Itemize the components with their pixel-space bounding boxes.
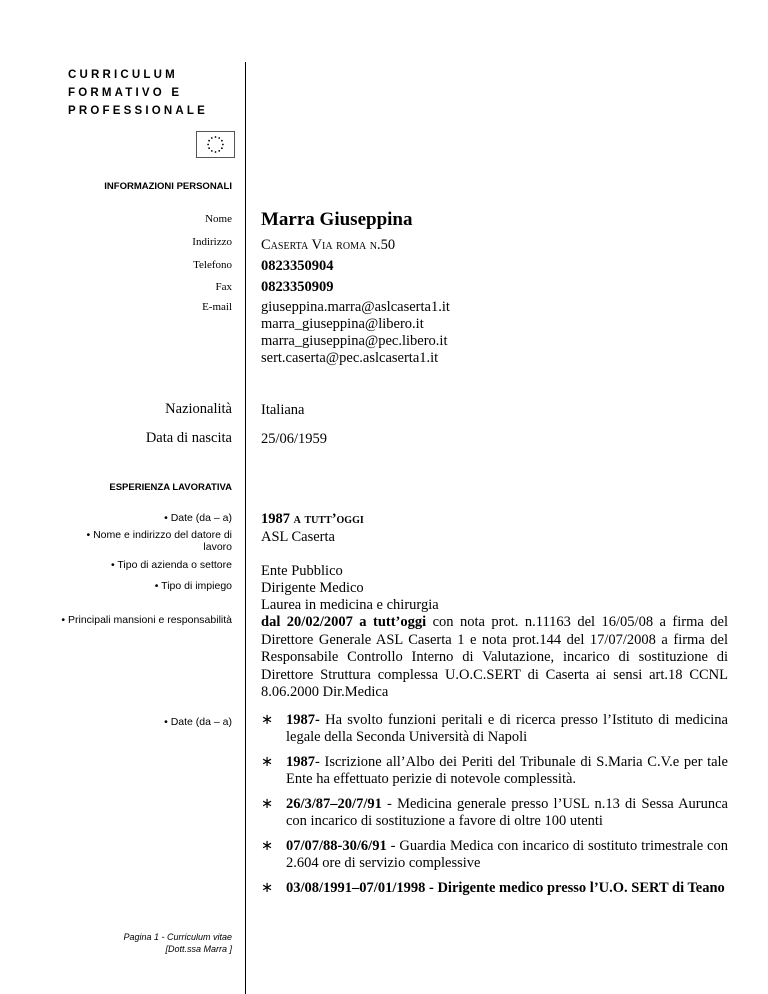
label-nome: Nome [205,213,232,225]
email-list [261,299,450,367]
list-item-date: 07/07/88-30/6/91 [286,838,387,854]
value-nazionalita: Italiana [261,402,305,418]
label-indirizzo: Indirizzo [192,236,232,248]
value-tipo-impiego-line: Dirigente Medico [261,580,364,596]
value-tipo-azienda: Ente Pubblico [261,563,343,579]
footer-line: Pagina 1 - Curriculum vitae [123,932,232,942]
list-item [261,838,728,872]
list-item [261,880,728,897]
column-divider [245,62,246,994]
email-address[interactable]: giuseppina.marra@aslcaserta1.it [261,299,450,315]
value-mansioni-date: dal 20/02/2007 a tutt’oggi [261,614,427,630]
value-fax: 0823350909 [261,279,334,295]
bullet-star-icon: ∗ [261,838,274,854]
value-telefono: 0823350904 [261,258,334,274]
cv-title [68,66,208,120]
label-fax: Fax [215,281,232,293]
list-item-date: 1987 [286,754,315,770]
label-telefono: Telefono [193,259,232,271]
label-datore-line: • Nome e indirizzo del datore di [86,529,232,541]
list-item [261,754,728,788]
value-nome: Marra Giuseppina [261,209,413,230]
value-tipo-impiego-line: Laurea in medicina e chirurgia [261,597,439,613]
list-item-date: 1987- [286,712,320,728]
value-datore: ASL Caserta [261,529,335,545]
list-item-date: 03/08/1991–07/01/1998 - Dirigente medico presso l’U.O. SERT di Teano [286,880,725,896]
bullet-star-icon: ∗ [261,796,274,812]
experience-bullet-list [261,712,728,905]
label-email: E-mail [202,301,232,313]
list-item-text: - Medicina generale presso l’USL n.13 di Sessa Aurunca con incarico di sostituzione a favore di oltre 100 utenti [286,796,728,829]
label-mansioni: • Principali mansioni e responsabilità [61,614,232,626]
section-title-experience: ESPERIENZA LAVORATIVA [109,482,232,493]
value-mansioni [261,614,728,702]
section-title-personal: INFORMAZIONI PERSONALI [104,181,232,192]
value-date [261,511,364,528]
list-item [261,796,728,830]
value-date-year: 1987 [261,511,290,527]
footer-line: [Dott.ssa Marra ] [165,944,232,954]
label-data-nascita: Data di nascita [145,430,232,446]
bullet-star-icon: ∗ [261,880,274,896]
label-tipo-azienda: • Tipo di azienda o settore [110,559,232,571]
eu-flag-icon [196,131,235,158]
list-item-text: - Iscrizione all’Albo dei Periti del Tribunale di S.Maria C.V.e per tale Ente ha effettuato perizie di notevole complessità. [286,754,728,787]
label-datore-line: lavoro [203,541,232,553]
label-date-2: • Date (da – a) [164,716,232,728]
email-address[interactable]: marra_giuseppina@pec.libero.it [261,333,448,349]
bullet-star-icon: ∗ [261,754,274,770]
label-datore [87,529,233,553]
value-date-rest: a tutt’oggi [293,511,364,527]
list-item-text: Ha svolto funzioni peritali e di ricerca presso l’Istituto di medicina legale della Seconda Università di Napoli [286,712,728,745]
list-item-text: - Guardia Medica con incarico di sostituto trimestrale con 2.604 ore di servizio complessive [286,838,728,871]
value-tipo-impiego [261,580,439,614]
value-data-nascita: 25/06/1959 [261,431,328,447]
page-footer [123,931,232,955]
label-tipo-impiego: • Tipo di impiego [154,580,232,592]
email-address[interactable]: marra_giuseppina@libero.it [261,316,424,332]
cv-title-line: FORMATIVO E [68,87,183,99]
cv-title-line: PROFESSIONALE [68,105,209,117]
label-date: • Date (da – a) [164,512,232,524]
list-item [261,712,728,746]
email-address[interactable]: sert.caserta@pec.aslcaserta1.it [261,350,439,366]
list-item-date: 26/3/87–20/7/91 [286,796,382,812]
value-mansioni-text: con nota prot. n.11163 del 16/05/08 a firma del Direttore Generale ASL Caserta 1 e nota prot.144 del 17/07/2008 a firma del Responsabile Controllo Interno di Valutazione, incarico di sostituzione di Direttore Struttura complessa U.O.C.SERT di Caserta ai sensi art.18 CCNL 8.06.2000 Dir.Medica [261,614,728,700]
label-nazionalita: Nazionalità [165,401,232,417]
value-indirizzo: Caserta Via roma n.50 [261,237,396,253]
cv-title-line: CURRICULUM [68,69,178,81]
bullet-star-icon: ∗ [261,712,274,728]
